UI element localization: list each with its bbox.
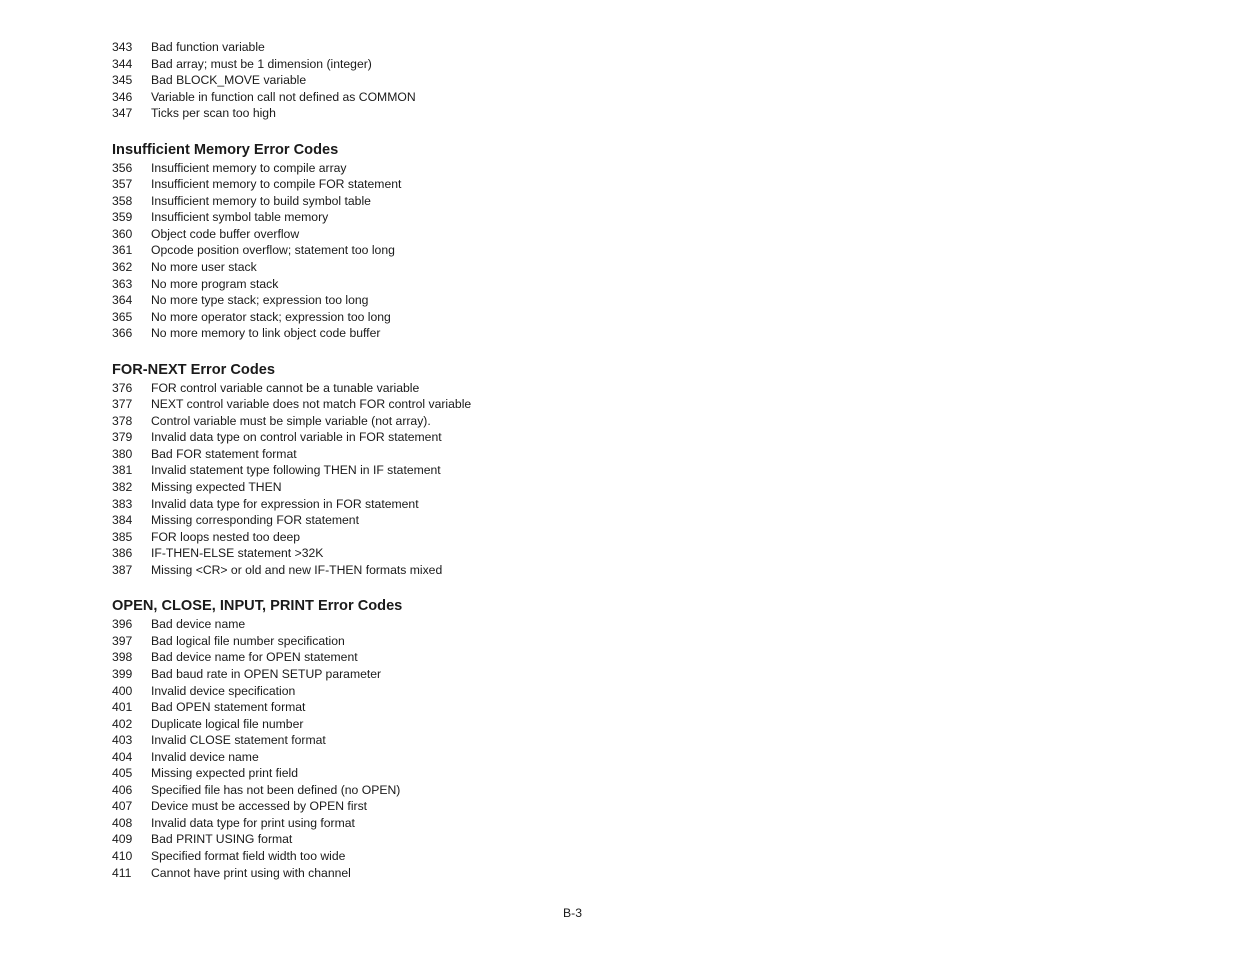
error-code-description: Missing corresponding FOR statement bbox=[151, 513, 359, 528]
error-code-description: Bad baud rate in OPEN SETUP parameter bbox=[151, 666, 382, 681]
error-code-description: FOR loops nested too deep bbox=[151, 529, 301, 544]
error-code-number: 344 bbox=[112, 56, 133, 71]
error-code-row bbox=[112, 633, 712, 650]
error-code-row bbox=[112, 446, 712, 463]
error-code-description: Bad BLOCK_MOVE variable bbox=[151, 73, 307, 88]
error-code-number: 381 bbox=[112, 463, 133, 478]
error-code-description: No more type stack; expression too long bbox=[151, 293, 369, 308]
error-code-description: Missing expected THEN bbox=[151, 480, 282, 495]
section-heading: Insufficient Memory Error Codes bbox=[112, 141, 339, 158]
error-code-row bbox=[112, 226, 712, 243]
error-code-row bbox=[112, 616, 712, 633]
error-code-row bbox=[112, 209, 712, 226]
error-code-number: 397 bbox=[112, 633, 133, 648]
error-code-number: 402 bbox=[112, 716, 133, 731]
error-code-description: No more operator stack; expression too long bbox=[151, 309, 391, 324]
error-code-description: Invalid data type for print using format bbox=[151, 815, 355, 830]
error-code-description: Bad device name for OPEN statement bbox=[151, 650, 358, 665]
error-code-number: 366 bbox=[112, 326, 133, 341]
error-code-row bbox=[112, 865, 712, 882]
error-code-description: Bad logical file number specification bbox=[151, 633, 345, 648]
error-code-row bbox=[112, 683, 712, 700]
error-code-description: No more user stack bbox=[151, 260, 257, 275]
error-code-number: 403 bbox=[112, 733, 133, 748]
error-code-number: 409 bbox=[112, 832, 133, 847]
error-code-number: 359 bbox=[112, 210, 133, 225]
section-function-errors bbox=[112, 39, 712, 122]
error-code-description: Object code buffer overflow bbox=[151, 226, 300, 241]
error-code-number: 360 bbox=[112, 226, 133, 241]
error-code-number: 380 bbox=[112, 446, 133, 461]
error-code-description: Invalid device specification bbox=[151, 683, 296, 698]
error-code-row bbox=[112, 815, 712, 832]
error-code-number: 383 bbox=[112, 496, 133, 511]
error-code-row bbox=[112, 396, 712, 413]
error-code-number: 357 bbox=[112, 177, 133, 192]
error-code-row bbox=[112, 666, 712, 683]
error-code-description: Missing expected print field bbox=[151, 766, 298, 781]
error-code-number: 399 bbox=[112, 666, 133, 681]
error-code-row bbox=[112, 325, 712, 342]
section-open-close-input-print bbox=[112, 597, 712, 881]
error-code-description: No more memory to link object code buffer bbox=[151, 326, 381, 341]
error-code-number: 385 bbox=[112, 529, 133, 544]
error-code-row bbox=[112, 765, 712, 782]
error-code-row bbox=[112, 716, 712, 733]
error-code-number: 401 bbox=[112, 700, 133, 715]
error-code-description: Bad PRINT USING format bbox=[151, 832, 293, 847]
page-number: B-3 bbox=[563, 906, 582, 920]
error-code-number: 410 bbox=[112, 848, 133, 863]
error-code-number: 387 bbox=[112, 562, 133, 577]
error-code-description: Specified format field width too wide bbox=[151, 848, 346, 863]
error-code-description: Specified file has not been defined (no OPEN) bbox=[151, 782, 401, 797]
section-items bbox=[112, 380, 712, 579]
error-code-number: 343 bbox=[112, 40, 133, 54]
section-for-next bbox=[112, 361, 712, 579]
error-code-row bbox=[112, 496, 712, 513]
error-code-number: 362 bbox=[112, 260, 133, 275]
error-code-number: 365 bbox=[112, 309, 133, 324]
error-code-number: 398 bbox=[112, 650, 133, 665]
error-code-row bbox=[112, 479, 712, 496]
error-code-number: 356 bbox=[112, 160, 133, 175]
section-insufficient-memory bbox=[112, 141, 712, 342]
error-code-description: Variable in function call not defined as COMMON bbox=[151, 89, 416, 104]
error-code-number: 405 bbox=[112, 766, 133, 781]
error-code-number: 406 bbox=[112, 782, 133, 797]
error-code-row bbox=[112, 72, 712, 89]
error-code-number: 346 bbox=[112, 89, 133, 104]
error-code-row bbox=[112, 462, 712, 479]
error-code-number: 347 bbox=[112, 106, 133, 121]
error-code-number: 363 bbox=[112, 276, 133, 291]
error-code-number: 364 bbox=[112, 293, 133, 308]
error-code-description: Invalid statement type following THEN in IF statement bbox=[151, 463, 441, 478]
error-code-row bbox=[112, 848, 712, 865]
section-items bbox=[112, 160, 712, 342]
error-code-number: 396 bbox=[112, 617, 133, 632]
error-code-row bbox=[112, 782, 712, 799]
error-code-number: 384 bbox=[112, 513, 133, 528]
error-code-number: 407 bbox=[112, 799, 133, 814]
section-items bbox=[112, 39, 712, 122]
error-code-row bbox=[112, 649, 712, 666]
error-code-number: 377 bbox=[112, 397, 133, 412]
error-code-row bbox=[112, 413, 712, 430]
error-code-description: Insufficient memory to compile FOR statement bbox=[151, 177, 402, 192]
error-code-description: Bad FOR statement format bbox=[151, 446, 297, 461]
section-items bbox=[112, 616, 712, 881]
error-code-description: Bad OPEN statement format bbox=[151, 700, 306, 715]
error-code-number: 376 bbox=[112, 380, 133, 395]
error-code-description: Control variable must be simple variable (not array). bbox=[151, 413, 431, 428]
error-code-row bbox=[112, 193, 712, 210]
error-code-row bbox=[112, 831, 712, 848]
error-code-row bbox=[112, 699, 712, 716]
error-code-row bbox=[112, 176, 712, 193]
error-code-row bbox=[112, 56, 712, 73]
error-code-number: 411 bbox=[112, 865, 132, 880]
error-code-number: 404 bbox=[112, 749, 133, 764]
error-code-row bbox=[112, 732, 712, 749]
error-code-description: Invalid data type on control variable in FOR statement bbox=[151, 430, 442, 445]
error-code-number: 382 bbox=[112, 480, 133, 495]
section-heading: FOR-NEXT Error Codes bbox=[112, 361, 275, 378]
error-code-number: 358 bbox=[112, 193, 133, 208]
error-code-description: Missing <CR> or old and new IF-THEN formats mixed bbox=[151, 562, 443, 577]
error-code-number: 408 bbox=[112, 815, 133, 830]
error-code-row bbox=[112, 259, 712, 276]
error-code-row bbox=[112, 276, 712, 293]
error-code-description: Insufficient memory to build symbol table bbox=[151, 193, 371, 208]
error-code-description: Opcode position overflow; statement too long bbox=[151, 243, 395, 258]
error-code-description: Bad array; must be 1 dimension (integer) bbox=[151, 56, 372, 71]
error-code-number: 345 bbox=[112, 73, 133, 88]
error-code-row bbox=[112, 380, 712, 397]
error-code-row bbox=[112, 529, 712, 546]
section-heading: OPEN, CLOSE, INPUT, PRINT Error Codes bbox=[112, 598, 403, 615]
error-code-row bbox=[112, 798, 712, 815]
error-code-description: Bad function variable bbox=[151, 40, 265, 54]
error-code-row bbox=[112, 105, 712, 122]
error-code-description: IF-THEN-ELSE statement >32K bbox=[151, 546, 324, 561]
error-code-row bbox=[112, 39, 712, 56]
error-code-row bbox=[112, 242, 712, 259]
error-code-list bbox=[112, 39, 712, 881]
error-code-number: 386 bbox=[112, 546, 133, 561]
error-code-row bbox=[112, 292, 712, 309]
error-code-number: 400 bbox=[112, 683, 133, 698]
error-code-description: Ticks per scan too high bbox=[151, 106, 276, 121]
error-code-description: Invalid CLOSE statement format bbox=[151, 733, 326, 748]
error-code-row bbox=[112, 160, 712, 177]
error-code-number: 378 bbox=[112, 413, 133, 428]
error-code-row bbox=[112, 429, 712, 446]
error-code-description: FOR control variable cannot be a tunable variable bbox=[151, 380, 420, 395]
error-code-row bbox=[112, 309, 712, 326]
error-code-description: Invalid device name bbox=[151, 749, 259, 764]
error-code-number: 361 bbox=[112, 243, 133, 258]
error-code-row bbox=[112, 562, 712, 579]
error-code-description: No more program stack bbox=[151, 276, 279, 291]
error-code-description: Bad device name bbox=[151, 617, 246, 632]
error-code-description: Cannot have print using with channel bbox=[151, 865, 351, 880]
error-code-description: Invalid data type for expression in FOR statement bbox=[151, 496, 419, 511]
error-code-number: 379 bbox=[112, 430, 133, 445]
error-code-row bbox=[112, 545, 712, 562]
error-code-row bbox=[112, 89, 712, 106]
error-code-description: Insufficient symbol table memory bbox=[151, 210, 329, 225]
error-code-description: Duplicate logical file number bbox=[151, 716, 304, 731]
error-code-row bbox=[112, 512, 712, 529]
error-code-description: Insufficient memory to compile array bbox=[151, 160, 347, 175]
error-code-row bbox=[112, 749, 712, 766]
error-code-description: NEXT control variable does not match FOR control variable bbox=[151, 397, 472, 412]
error-code-description: Device must be accessed by OPEN first bbox=[151, 799, 368, 814]
